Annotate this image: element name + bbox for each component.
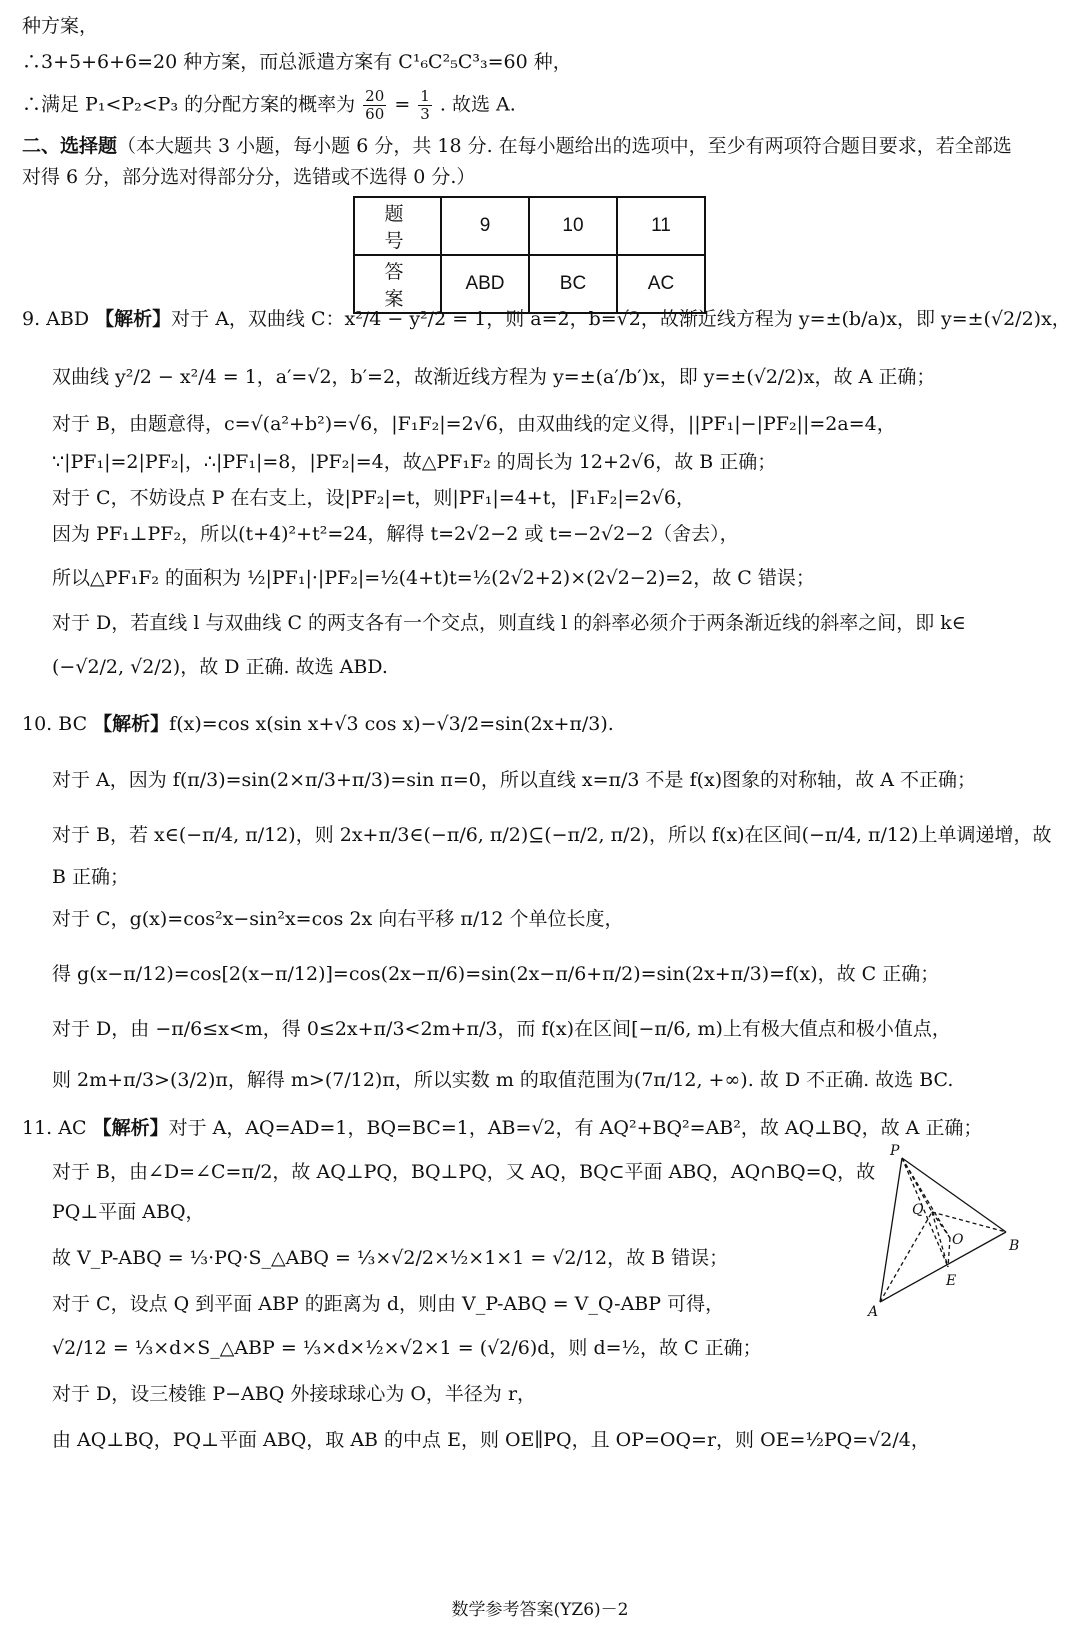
- label-A: A: [868, 1304, 879, 1320]
- text-line: 对于 C，设点 Q 到平面 ABP 的距离为 d，则由 V_P-ABQ = V_Q-ABP 可得，: [52, 1293, 725, 1315]
- table-cell: 10: [529, 197, 617, 255]
- text-line: 对于 C，不妨设点 P 在右支上，设|PF₂|=t，则|PF₁|=4+t，|F₁F₂|=2√6，: [52, 487, 695, 509]
- label-B: B: [1009, 1238, 1020, 1254]
- text-line: PQ⊥平面 ABQ，: [52, 1201, 205, 1223]
- section-header: 二、选择题（本大题共 3 小题，每小题 6 分，共 18 分. 在每小题给出的选项中，至少有两项符合题目要求，若全部选: [22, 135, 1012, 157]
- analysis-tag: 【解析】: [95, 308, 172, 330]
- text-line: 对于 D，由 −π/6≤x<m，得 0≤2x+π/3<2m+π/3，而 f(x)在区间[−π/6, m)上有极大值点和极小值点，: [52, 1018, 951, 1040]
- table-cell: 11: [617, 197, 705, 255]
- analysis-tag: 【解析】: [93, 713, 170, 735]
- edge-QB: [932, 1212, 1006, 1232]
- text-line: ∴3+5+6+6=20 种方案，而总派遣方案有 C¹₆C²₅C³₃=60 种，: [22, 51, 572, 73]
- table-cell: 题 号: [354, 197, 441, 255]
- text-line: ∴满足 P₁<P₂<P₃ 的分配方案的概率为 $\frac{20}{60}$ = $\frac{1}{3}$ . 故选 A.: [22, 87, 516, 123]
- edge-PA: [880, 1158, 902, 1302]
- edge-AB: [880, 1232, 1006, 1302]
- answer-table: [353, 196, 706, 314]
- pyramid-figure: [866, 1140, 1036, 1325]
- text-line: 对于 A，因为 f(π/3)=sin(2×π/3+π/3)=sin π=0，所以直线 x=π/3 不是 f(x)图象的对称轴，故 A 不正确；: [52, 769, 976, 791]
- text-line: 对于 D，设三棱锥 P−ABQ 外接球球心为 O，半径为 r，: [52, 1383, 537, 1405]
- text-line: ∵|PF₁|=2|PF₂|，∴|PF₁|=8，|PF₂|=4，故△PF₁F₂ 的周长为 12+2√6，故 B 正确；: [52, 451, 777, 473]
- text-line: (−√2/2, √2/2)，故 D 正确. 故选 ABD.: [52, 656, 388, 678]
- text-line: B 正确；: [52, 866, 130, 888]
- analysis-tag: 【解析】: [92, 1117, 169, 1139]
- text-line: 种方案，: [22, 15, 99, 37]
- edge-PO: [902, 1158, 950, 1238]
- text-line: 对得 6 分，部分选对得部分分，选错或不选得 0 分.）: [22, 166, 476, 188]
- edge-AQ: [880, 1212, 932, 1302]
- table-cell: BC: [529, 255, 617, 313]
- label-E: E: [946, 1273, 957, 1289]
- question-number: 10. BC: [22, 713, 88, 735]
- text-line: 因为 PF₁⊥PF₂，所以(t+4)²+t²=24，解得 t=2√2−2 或 t=−2√2−2（舍去），: [52, 523, 739, 545]
- text-line: 对于 B，由∠D=∠C=π/2，故 AQ⊥PQ，BQ⊥PQ，又 AQ，BQ⊂平面 ABQ，AQ∩BQ=Q，故: [52, 1161, 876, 1183]
- section-title: 二、选择题: [22, 135, 118, 157]
- label-Q: Q: [912, 1202, 924, 1218]
- page-footer: 数学参考答案(YZ6)－2: [451, 1600, 629, 1620]
- table-cell: ABD: [441, 255, 529, 313]
- text-line: 对于 B，若 x∈(−π/4, π/12)，则 2x+π/3∈(−π/6, π/2)⊆(−π/2, π/2)，所以 f(x)在区间(−π/4, π/12)上单调递增，故: [52, 824, 1052, 846]
- question-11-line: 11. AC 【解析】对于 A，AQ=AD=1，BQ=BC=1，AB=√2，有 AQ²+BQ²=AB²，故 AQ⊥BQ，故 A 正确；: [22, 1117, 983, 1139]
- label-O: O: [952, 1232, 964, 1248]
- table-cell: AC: [617, 255, 705, 313]
- text-line: 对于 D，若直线 l 与双曲线 C 的两支各有一个交点，则直线 l 的斜率必须介于两条渐近线的斜率之间，即 k∈: [52, 612, 966, 634]
- fraction: $\frac{1}{3}$: [420, 87, 430, 123]
- text-line: √2/12 = ⅓×d×S_△ABP = ⅓×d×½×√2×1 = (√2/6)d，则 d=½，故 C 正确；: [52, 1337, 762, 1359]
- text-line: 对于 C，g(x)=cos²x−sin²x=cos 2x 向右平移 π/12 个单位长度，: [52, 908, 624, 930]
- text-line: 故 V_P-ABQ = ⅓·PQ·S_△ABQ = ⅓×√2/2×½×1×1 = √2/12，故 B 错误；: [52, 1247, 729, 1269]
- text-line: 由 AQ⊥BQ，PQ⊥平面 ABQ，取 AB 的中点 E，则 OE∥PQ，且 OP=OQ=r，则 OE=½PQ=√2/4，: [52, 1429, 930, 1451]
- text-line: 双曲线 y²/2 − x²/4 = 1，a′=√2，b′=2，故渐近线方程为 y=±(a′/b′)x，即 y=±(√2/2)x，故 A 正确；: [52, 366, 936, 388]
- text-line: 对于 B，由题意得，c=√(a²+b²)=√6，|F₁F₂|=2√6，由双曲线的定义得，||PF₁|−|PF₂||=2a=4，: [52, 413, 896, 435]
- question-9-line: 9. ABD 【解析】对于 A，双曲线 C：x²/4 − y²/2 = 1，则 a=2，b=√2，故渐近线方程为 y=±(b/a)x，即 y=±(√2/2)x，: [22, 308, 1071, 330]
- table-cell: 9: [441, 197, 529, 255]
- question-10-line: 10. BC 【解析】f(x)=cos x(sin x+√3 cos x)−√3/2=sin(2x+π/3).: [22, 713, 614, 735]
- text-line: 则 2m+π/3>(3/2)π，解得 m>(7/12)π，所以实数 m 的取值范围为(7π/12, +∞). 故 D 不正确. 故选 BC.: [52, 1069, 954, 1091]
- table-row: [354, 255, 705, 313]
- edge-PB: [902, 1158, 1006, 1232]
- table-row: [354, 197, 705, 255]
- fraction: $\frac{20}{60}$: [365, 87, 385, 123]
- table-cell: 答 案: [354, 255, 441, 313]
- question-number: 9. ABD: [22, 308, 90, 330]
- text-line: 所以△PF₁F₂ 的面积为 ½|PF₁|·|PF₂|=½(4+t)t=½(2√2+2)×(2√2−2)=2，故 C 错误；: [52, 567, 815, 589]
- text-line: 得 g(x−π/12)=cos[2(x−π/12)]=cos(2x−π/6)=sin(2x−π/6+π/2)=sin(2x+π/3)=f(x)，故 C 正确；: [52, 963, 940, 985]
- label-P: P: [890, 1143, 900, 1159]
- question-number: 11. AC: [22, 1117, 87, 1139]
